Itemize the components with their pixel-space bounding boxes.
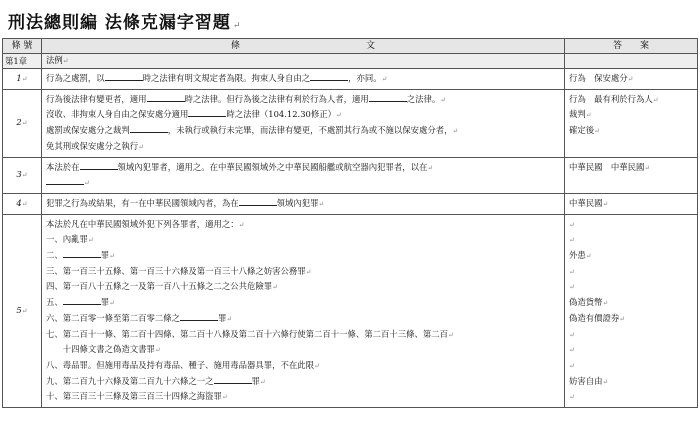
fill-in-blank[interactable] <box>63 295 101 305</box>
article-text-segment: 罪 <box>218 312 227 323</box>
paragraph-mark-icon: ↵ <box>585 252 592 261</box>
paragraph-mark-icon: ↵ <box>627 75 634 83</box>
answer-text: 妨害自由 <box>569 375 603 386</box>
article-text-segment: 時之法律。但行為後之法律有利於行為人者，適用 <box>184 93 369 104</box>
paragraph-mark-icon: ↵ <box>318 199 325 208</box>
fill-in-blank[interactable] <box>369 92 407 102</box>
article-text-segment: 處罰或保安處分之裁判 <box>46 125 130 136</box>
article-line <box>46 264 560 280</box>
paragraph-mark-icon: ↵ <box>21 199 28 208</box>
chapter-title-text: 法例 <box>46 55 63 65</box>
paragraph-mark-icon: ↵ <box>569 283 575 292</box>
article-line <box>46 295 560 311</box>
article-number <box>3 89 42 157</box>
chapter-title <box>42 54 565 69</box>
article-line <box>46 107 560 123</box>
answer-text: 確定後 <box>569 125 595 136</box>
article-line <box>46 123 560 139</box>
article-text-segment: 九、第二百九十六條及第二百九十六條之一之 <box>46 375 214 386</box>
answer-line <box>569 123 693 139</box>
article-row <box>3 214 698 407</box>
article-text-segment: 行為之處罰，以 <box>46 73 105 83</box>
paragraph-mark-icon: ↵ <box>226 314 233 323</box>
article-text <box>42 89 565 157</box>
chapter-row <box>3 54 698 69</box>
article-line <box>46 248 560 264</box>
article-line <box>46 327 560 343</box>
article-number-text: 5 <box>16 304 22 315</box>
article-line <box>46 196 560 212</box>
answer-cell <box>565 157 698 193</box>
fill-in-blank[interactable] <box>188 107 226 117</box>
answer-line <box>569 327 693 343</box>
answer-line <box>569 107 693 123</box>
article-line <box>46 139 560 155</box>
article-text <box>42 193 565 214</box>
paragraph-mark-icon: ↵ <box>644 163 651 172</box>
answer-cell <box>565 214 698 407</box>
paragraph-mark-icon: ↵ <box>21 75 28 83</box>
answer-line <box>569 248 693 264</box>
article-number <box>3 157 42 193</box>
article-text <box>42 157 565 193</box>
article-text-segment: 時之法律（104.12.30修正） <box>226 109 336 120</box>
article-text-segment: 本法於凡在中華民國領域外犯下列各罪者，適用之： <box>46 218 239 229</box>
paragraph-mark-icon: ↵ <box>569 267 575 276</box>
answer-text: 行為 保安處分 <box>569 73 628 83</box>
article-text-segment: ，未執行或執行未完畢，而法律有變更，不處罰其行為或不施以保安處分者， <box>167 125 453 136</box>
answer-line <box>569 264 693 280</box>
article-text-segment: 十四條文書之偽造文書罪 <box>46 344 155 355</box>
paragraph-mark-icon: ↵ <box>619 314 626 323</box>
paragraph-mark-icon: ↵ <box>21 119 28 128</box>
paragraph-mark-icon: ↵ <box>232 21 242 31</box>
answer-line <box>569 160 693 176</box>
paragraph-mark-icon: ↵ <box>87 236 94 245</box>
chapter-no: 第1章 <box>3 54 42 69</box>
article-text-segment: 五、 <box>46 297 63 308</box>
article-line <box>46 92 560 108</box>
answer-text: 偽造有價證券 <box>569 312 620 323</box>
chapter-answer-cell <box>565 54 698 69</box>
article-text <box>42 69 565 90</box>
fill-in-blank[interactable] <box>46 175 84 185</box>
article-text-segment: 領域內犯罪 <box>276 197 319 208</box>
paragraph-mark-icon: ↵ <box>314 361 320 370</box>
article-row <box>3 69 698 90</box>
paragraph-mark-icon: ↵ <box>569 236 575 245</box>
article-text-segment: 十、第三百三十三條及第三百三十四條之海盜罪 <box>46 391 222 402</box>
answer-line <box>569 342 693 358</box>
paragraph-mark-icon: ↵ <box>448 330 454 339</box>
article-line <box>46 358 560 374</box>
article-text-segment: 三、第一百三十五條、第一百三十六條及第一百三十八條之妨害公務罪 <box>46 265 306 276</box>
paragraph-mark-icon: ↵ <box>652 95 659 104</box>
article-line <box>46 311 560 327</box>
title-text: 刑法總則編 法條克漏字習題 <box>8 13 231 33</box>
paragraph-mark-icon: ↵ <box>62 57 69 65</box>
paragraph-mark-icon: ↵ <box>569 393 575 402</box>
answer-text: 偽造貨幣 <box>569 297 603 308</box>
page-title <box>8 8 241 33</box>
article-row <box>3 193 698 214</box>
paragraph-mark-icon: ↵ <box>336 111 342 120</box>
article-text-segment: 二、 <box>46 250 63 261</box>
paragraph-mark-icon: ↵ <box>221 393 228 402</box>
answer-line <box>569 295 693 311</box>
paragraph-mark-icon: ↵ <box>272 283 278 292</box>
answer-line <box>569 279 693 295</box>
paragraph-mark-icon: ↵ <box>569 330 575 339</box>
article-line <box>46 175 560 191</box>
answer-line <box>569 389 693 405</box>
article-line <box>46 389 560 405</box>
paragraph-mark-icon: ↵ <box>602 199 609 208</box>
table-body <box>3 54 698 408</box>
answer-line <box>569 232 693 248</box>
article-line <box>46 217 560 233</box>
paragraph-mark-icon: ↵ <box>440 95 447 104</box>
paragraph-mark-icon: ↵ <box>109 299 115 308</box>
answer-line <box>569 217 693 233</box>
header-article-no: 條 號 <box>3 39 42 54</box>
article-line <box>46 374 560 390</box>
article-text-segment: 沒收、非拘束人身自由之保安處分適用 <box>46 109 189 120</box>
article-line <box>46 342 560 358</box>
paragraph-mark-icon: ↵ <box>569 346 575 355</box>
paragraph-mark-icon: ↵ <box>452 127 459 136</box>
fill-in-blank[interactable] <box>105 71 143 81</box>
fill-in-blank[interactable] <box>130 123 168 133</box>
paragraph-mark-icon: ↵ <box>305 267 312 276</box>
answer-line <box>569 71 693 87</box>
paragraph-mark-icon: ↵ <box>585 111 592 120</box>
article-number-text: 2 <box>16 117 22 128</box>
article-number-text: 1 <box>16 73 22 83</box>
fill-in-blank[interactable] <box>239 196 277 206</box>
article-number <box>3 214 42 407</box>
article-text-segment: 罪 <box>100 250 110 261</box>
paragraph-mark-icon: ↵ <box>138 142 144 151</box>
answer-text: 中華民國 <box>569 197 603 208</box>
answer-line <box>569 311 693 327</box>
article-line <box>46 232 560 248</box>
article-text-segment: 免其刑或保安處分之執行 <box>46 140 139 151</box>
article-number <box>3 193 42 214</box>
paragraph-mark-icon: ↵ <box>109 252 115 261</box>
article-number <box>3 69 42 90</box>
table-header-row <box>3 39 698 54</box>
header-article-text: 條 文 <box>42 39 565 54</box>
article-text-segment: 行為後法律有變更者，適用 <box>46 93 147 104</box>
paragraph-mark-icon: ↵ <box>594 127 600 136</box>
paragraph-mark-icon: ↵ <box>602 377 609 386</box>
answer-cell <box>565 89 698 157</box>
article-line <box>46 279 560 295</box>
paragraph-mark-icon: ↵ <box>238 220 245 229</box>
article-text-segment: 犯罪之行為或結果，有一在中華民國領域內者，為在 <box>46 197 239 208</box>
article-text-segment: 時之法律有明文規定者為限。拘束人身自由之 <box>142 73 311 83</box>
answer-text: 裁判 <box>569 109 586 120</box>
article-number-text: 3 <box>16 169 22 180</box>
article-text-segment: ，亦同。 <box>348 73 382 83</box>
fill-in-blank[interactable] <box>63 248 101 258</box>
paragraph-mark-icon: ↵ <box>569 361 575 370</box>
article-text-segment: 本法於在 <box>46 161 80 172</box>
article-text-segment: 罪 <box>251 375 260 386</box>
answer-line <box>569 358 693 374</box>
article-line <box>46 71 560 87</box>
paragraph-mark-icon: ↵ <box>259 377 266 386</box>
article-text-segment: 之法律。 <box>406 93 441 104</box>
paragraph-mark-icon: ↵ <box>84 179 90 188</box>
paragraph-mark-icon: ↵ <box>602 299 609 308</box>
article-line <box>46 160 560 176</box>
paragraph-mark-icon: ↵ <box>381 75 388 83</box>
fill-in-blank[interactable] <box>147 92 185 102</box>
article-text-segment: 領域內犯罪者，適用之。在中華民國領域外之中華民國船艦或航空器內犯罪者，以在 <box>117 161 428 172</box>
answer-cell <box>565 69 698 90</box>
answer-text: 行為 最有利於行為人 <box>569 93 653 104</box>
article-number-text: 4 <box>16 197 22 208</box>
fill-in-blank[interactable] <box>180 311 218 321</box>
paragraph-mark-icon: ↵ <box>154 346 161 355</box>
article-text-segment: 八、毒品罪。但施用毒品及持有毒品、種子、施用毒品器具罪，不在此限 <box>46 359 314 370</box>
answer-line <box>569 196 693 212</box>
answer-line <box>569 92 693 108</box>
article-text <box>42 214 565 407</box>
article-text-segment: 一、內亂罪 <box>46 234 88 245</box>
fill-in-blank[interactable] <box>80 160 118 170</box>
article-row <box>3 157 698 193</box>
article-text-segment: 罪 <box>100 297 110 308</box>
article-text-segment: 四、第一百八十五條之一及第一百八十五條之二之公共危險罪 <box>46 281 273 292</box>
header-answer: 答 案 <box>565 39 698 54</box>
exercise-table <box>2 38 698 408</box>
fill-in-blank[interactable] <box>214 374 252 384</box>
article-text-segment: 七、第二百十一條、第二百十四條、第二百十八條及第二百十六條行使第二百十一條、第二百十三條、第二百 <box>46 328 448 339</box>
paragraph-mark-icon: ↵ <box>427 163 434 172</box>
fill-in-blank[interactable] <box>310 71 348 81</box>
article-row <box>3 89 698 157</box>
answer-text: 外患 <box>569 250 586 261</box>
paragraph-mark-icon: ↵ <box>21 171 28 180</box>
answer-cell <box>565 193 698 214</box>
paragraph-mark-icon: ↵ <box>569 220 575 229</box>
paragraph-mark-icon: ↵ <box>21 306 28 315</box>
answer-text: 中華民國 中華民國 <box>569 161 645 172</box>
article-text-segment: 六、第二百零一條至第二百零二條之 <box>46 312 180 323</box>
answer-line <box>569 374 693 390</box>
